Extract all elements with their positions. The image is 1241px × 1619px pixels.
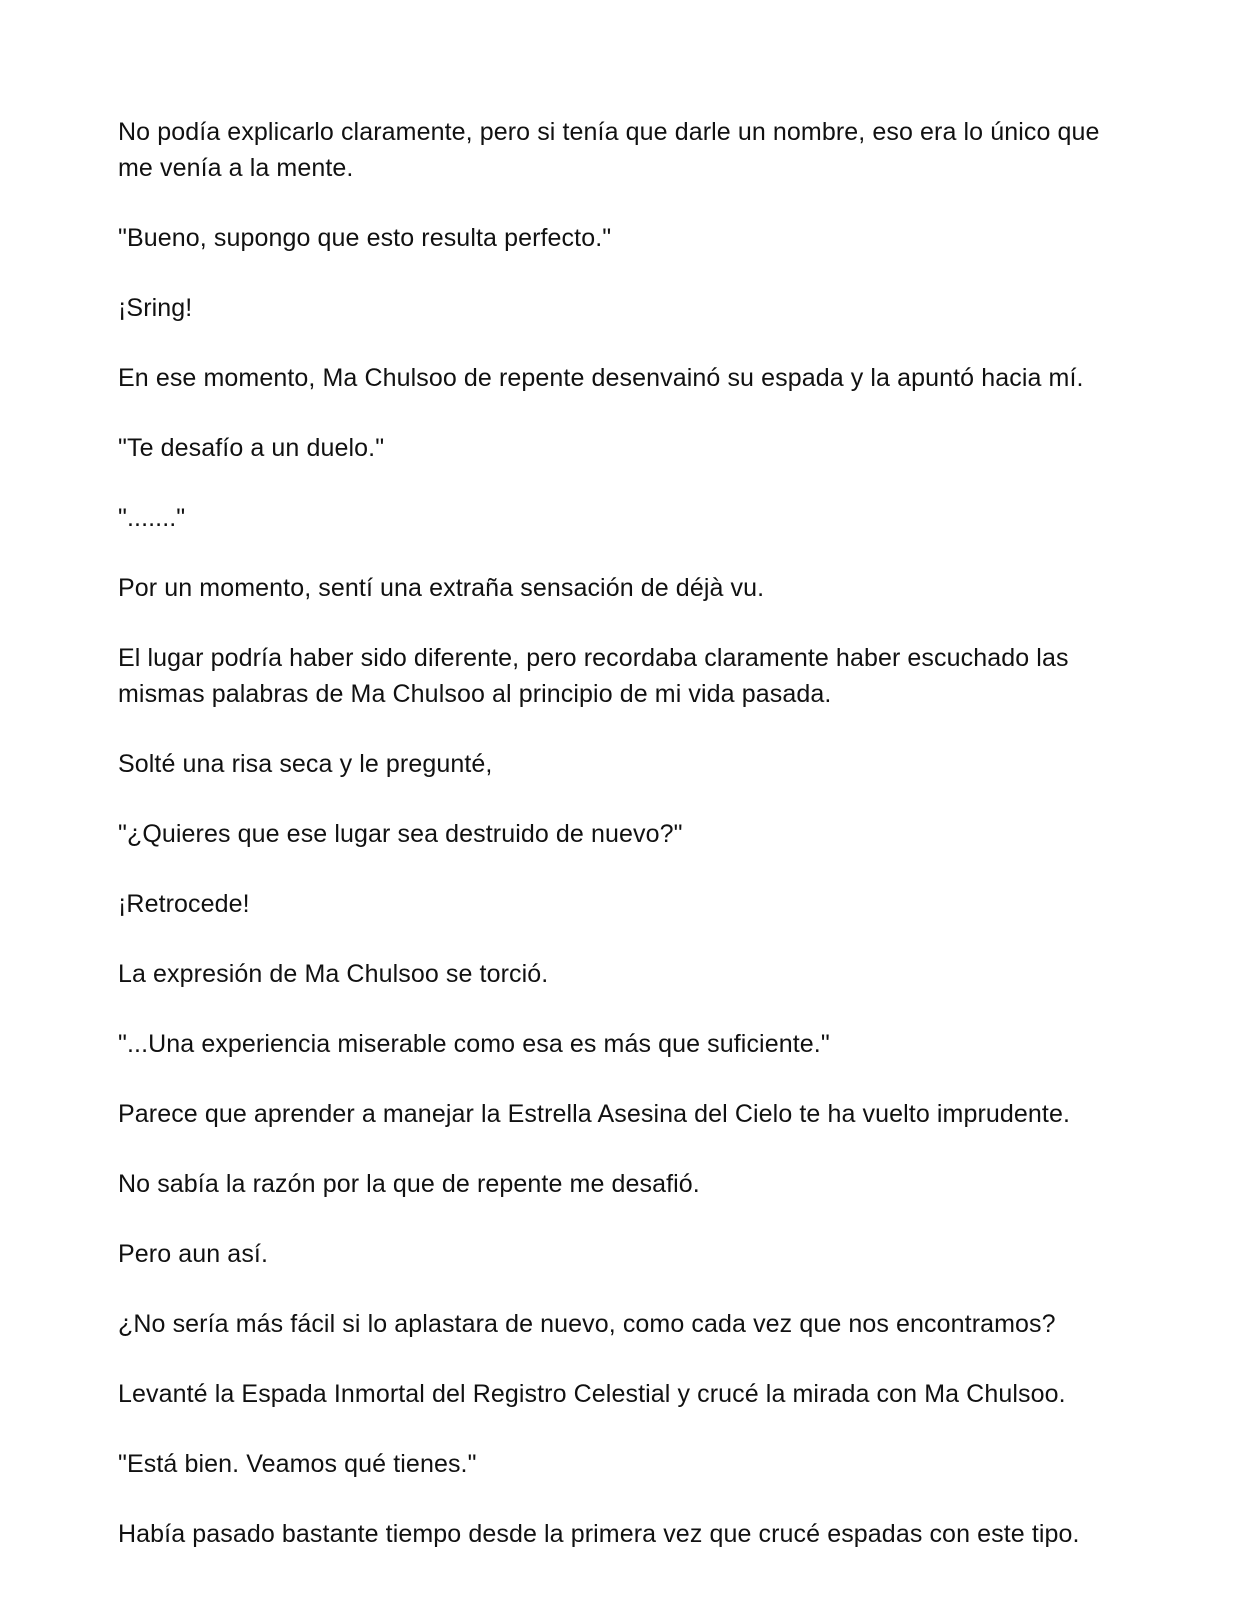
paragraph: "¿Quieres que ese lugar sea destruido de nuevo?": [118, 820, 683, 848]
paragraph: El lugar podría haber sido diferente, pero recordaba claramente haber escuchado las mismas palabras de Ma Chulsoo al principio de mi vida pasada.: [118, 644, 1069, 708]
paragraph: En ese momento, Ma Chulsoo de repente desenvainó su espada y la apuntó hacia mí.: [118, 364, 1084, 392]
paragraph: ¡Sring!: [118, 294, 193, 322]
paragraph: "Bueno, supongo que esto resulta perfecto.": [118, 224, 612, 252]
text-column: [118, 114, 1128, 1552]
paragraph: La expresión de Ma Chulsoo se torció.: [118, 960, 549, 988]
paragraph: Parece que aprender a manejar la Estrella Asesina del Cielo te ha vuelto imprudente.: [118, 1100, 1071, 1128]
paragraph: Levanté la Espada Inmortal del Registro Celestial y crucé la mirada con Ma Chulsoo.: [118, 1380, 1066, 1408]
paragraph: "...Una experiencia miserable como esa es más que suficiente.": [118, 1030, 830, 1058]
paragraph: Pero aun así.: [118, 1240, 269, 1268]
paragraph: Había pasado bastante tiempo desde la primera vez que crucé espadas con este tipo.: [118, 1520, 1080, 1548]
paragraph: No sabía la razón por la que de repente me desafió.: [118, 1170, 700, 1198]
paragraph: ¿No sería más fácil si lo aplastara de nuevo, como cada vez que nos encontramos?: [118, 1310, 1056, 1338]
paragraph: Solté una risa seca y le pregunté,: [118, 750, 493, 778]
paragraph: "Está bien. Veamos qué tienes.": [118, 1450, 477, 1478]
paragraph: ".......": [118, 504, 186, 532]
paragraph: Por un momento, sentí una extraña sensación de déjà vu.: [118, 574, 765, 602]
paragraph: ¡Retrocede!: [118, 890, 250, 918]
paragraph: "Te desafío a un duelo.": [118, 434, 385, 462]
paragraph: No podía explicarlo claramente, pero si tenía que darle un nombre, eso era lo único que me venía a la mente.: [118, 118, 1100, 182]
